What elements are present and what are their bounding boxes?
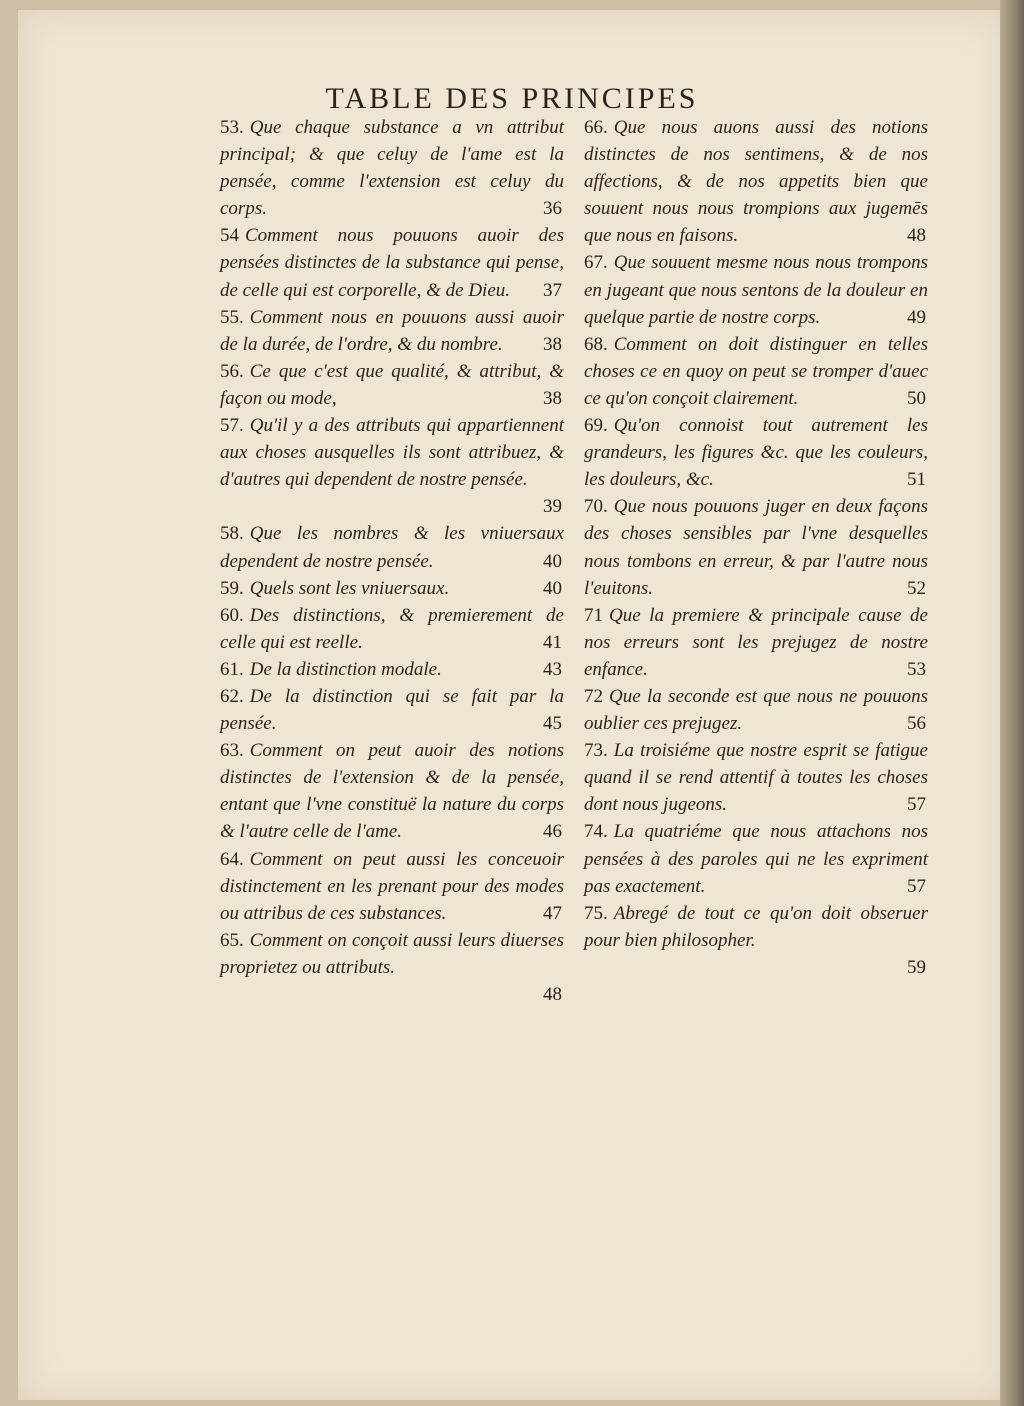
table-entry (220, 114, 564, 222)
entry-number: 60. (220, 604, 244, 626)
table-entry (220, 304, 564, 358)
entry-number: 67. (584, 252, 608, 274)
entry-page-number: 57 (907, 875, 926, 897)
entry-number: 58. (220, 523, 244, 545)
entry-text: Comment nous en pouuons aussi auoir de la durée, de l'ordre, & du nombre. (220, 306, 564, 355)
right-column (584, 114, 928, 981)
entry-page-number: 41 (543, 631, 562, 653)
entry-number: 61. (220, 658, 244, 680)
entry-number: 62. (220, 685, 244, 707)
entry-page-number: 57 (907, 794, 926, 816)
entry-page-number: 39 (543, 496, 562, 518)
entry-page-number: 52 (907, 577, 926, 599)
table-entry (220, 656, 564, 683)
table-entry (220, 846, 564, 927)
table-entry (584, 493, 928, 601)
table-entry (584, 683, 928, 737)
entry-page-number: 51 (907, 469, 926, 491)
entry-text: Ce que c'est que qualité, & attribut, & façon ou mode, (220, 360, 564, 409)
table-entry (220, 737, 564, 845)
entry-number: 63. (220, 740, 244, 762)
entry-page-number: 45 (543, 713, 562, 735)
entry-page-number: 43 (543, 658, 562, 680)
entry-page-number: 53 (907, 658, 926, 680)
entry-text: De la distinction modale. (249, 658, 442, 680)
table-entry (220, 683, 564, 737)
table-entry (584, 249, 928, 330)
entry-text: La quatriéme que nous attachons nos pensées à des paroles qui ne les expriment pas exactement. (584, 821, 928, 897)
entry-number: 69. (584, 415, 608, 437)
entry-page-number: 48 (907, 225, 926, 247)
table-entry (584, 114, 928, 249)
entry-page-number: 38 (543, 387, 562, 409)
entry-text: Que les nombres & les vniuersaux dependent de nostre pensée. (220, 523, 564, 572)
entry-number: 75. (584, 902, 608, 924)
entry-page-number: 50 (907, 387, 926, 409)
entry-text: Qu'on connoist tout autrement les grandeurs, les figures &c. que les couleurs, les douleurs, &c. (584, 415, 928, 491)
entry-number: 73. (584, 740, 608, 762)
entry-page-number: 59 (907, 956, 926, 978)
left-column (220, 114, 564, 1008)
entry-text: Qu'il y a des attributs qui appartiennent aux choses ausquelles ils sont attribuez, & d'autres qui dependent de nostre pensée. (220, 415, 564, 491)
running-heading: TABLE DES PRINCIPES (325, 82, 699, 115)
entry-text: Comment on peut auoir des notions distinctes de l'extension & de la pensée, entant que l'vne constituë la nature du corps & l'autre celle de l'ame. (220, 740, 564, 843)
table-entry (220, 358, 564, 412)
entry-number: 68. (584, 333, 608, 355)
entry-number: 65. (220, 929, 244, 951)
entry-number: 71 (584, 604, 603, 626)
entry-page-number: 46 (543, 821, 562, 843)
table-entry (220, 602, 564, 656)
entry-number: 56. (220, 360, 244, 382)
entry-number: 70. (584, 496, 608, 518)
entry-number: 74. (584, 821, 608, 843)
entry-page-number: 36 (543, 198, 562, 220)
entry-text: La troisiéme que nostre esprit se fatigue quand il se rend attentif à toutes les choses dont nous jugeons. (584, 740, 928, 816)
entry-page-number: 38 (543, 333, 562, 355)
table-entry (220, 575, 564, 602)
entry-number: 55. (220, 306, 244, 328)
entry-text: Que la premiere & principale cause de nos erreurs sont les prejugez de nostre enfance. (584, 604, 928, 680)
book-spine (1000, 0, 1024, 1406)
table-entry (220, 412, 564, 520)
entry-text: Comment on peut aussi les conceuoir distinctement en les prenant pour des modes ou attribus de ces substances. (220, 848, 564, 924)
entry-page-number: 47 (543, 902, 562, 924)
table-entry (584, 331, 928, 412)
entry-text: Que souuent mesme nous nous trompons en jugeant que nous sentons de la douleur en quelque partie de nostre corps. (584, 252, 928, 328)
entry-number: 57. (220, 415, 244, 437)
entry-page-number: 56 (907, 713, 926, 735)
table-entry (584, 818, 928, 899)
entry-number: 54 (220, 225, 239, 247)
entry-text: Comment nous pouuons auoir des pensées distinctes de la substance qui pense, de celle qui est corporelle, & de Dieu. (220, 225, 564, 301)
entry-text: Abregé de tout ce qu'on doit obseruer pour bien philosopher. (584, 902, 928, 951)
entry-text: Que chaque substance a vn attribut principal; & que celuy de l'ame est la pensée, comme l'extension est celuy du corps. (220, 117, 564, 220)
entry-number: 72 (584, 685, 603, 707)
entry-text: Que nous pouuons juger en deux façons des choses sensibles par l'vne desquelles nous tombons en erreur, & par l'autre nous l'euitons. (584, 496, 928, 599)
table-entry (220, 927, 564, 1008)
table-entry (220, 222, 564, 303)
entry-text: Que nous auons aussi des notions distinctes de nos sentimens, & de nos affections, & de nos appetits bien que souuent nous nous trompions aux jugemēs que nous en faisons. (584, 117, 928, 247)
entry-number: 53. (220, 117, 244, 138)
entry-page-number: 37 (543, 279, 562, 301)
entry-number: 66. (584, 117, 608, 138)
table-entry (584, 412, 928, 493)
entry-text: Des distinctions, & premierement de celle qui est reelle. (220, 604, 564, 653)
entry-text: De la distinction qui se fait par la pensée. (220, 685, 564, 735)
entry-page-number: 48 (543, 984, 562, 1005)
table-entry (584, 602, 928, 683)
entry-text: Comment on conçoit aussi leurs diuerses proprietez ou attributs. (220, 929, 564, 978)
entry-number: 59. (220, 577, 244, 599)
entry-number: 64. (220, 848, 244, 870)
entry-page-number: 49 (907, 306, 926, 328)
entry-text: Quels sont les vniuersaux. (249, 577, 450, 599)
table-entry (220, 520, 564, 574)
entry-text: Que la seconde est que nous ne pouuons oublier ces prejugez. (584, 685, 928, 735)
table-entry (584, 737, 928, 818)
entry-text: Comment on doit distinguer en telles choses ce en quoy on peut se tromper d'auec ce qu'on conçoit clairement. (584, 333, 928, 409)
entry-page-number: 40 (543, 550, 562, 572)
entry-page-number: 40 (543, 577, 562, 599)
table-entry (584, 900, 928, 981)
